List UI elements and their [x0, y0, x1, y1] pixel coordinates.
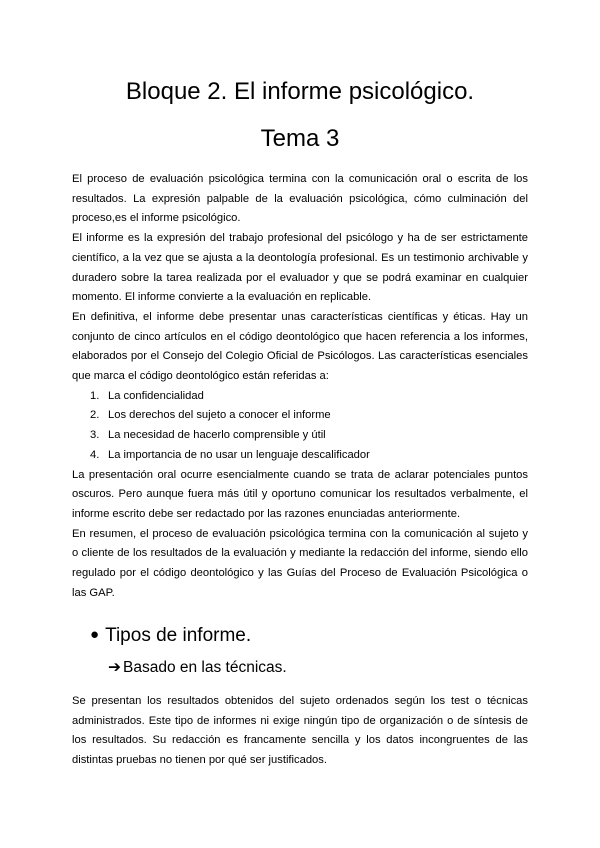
paragraph: El proceso de evaluación psicológica termina con la comunicación oral o escrita de los resultados. La expresión palpable de la evaluación psicológica, cómo culminación del proceso,es el informe psicológico.	[72, 173, 528, 225]
bullet-icon: ●	[90, 626, 100, 643]
arrow-icon: ➔	[108, 659, 121, 676]
list-item: 2. Los derechos del sujeto a conocer el informe	[90, 409, 331, 422]
list-item: 4. La importancia de no usar un lenguaje descalificador	[90, 448, 370, 461]
list-item: 3. La necesidad de hacerlo comprensible y útil	[90, 429, 326, 442]
paragraph: En resumen, el proceso de evaluación psicológica termina con la comunicación al sujeto y o cliente de los resultados de la evaluación y mediante la redacción del informe, siendo ello regulado por el código deontológico y las Guías del Proceso de Evaluación Psicológica o las GAP.	[72, 527, 528, 599]
paragraph: El informe es la expresión del trabajo profesional del psicólogo y ha de ser estrictamente científico, a la vez que se ajusta a la deontología profesional. Es un testimonio archivable y duradero sobre la tarea realizada por el evaluador y que se podrá examinar en cualquier momento. El informe convierte a la evaluación en replicable.	[72, 232, 528, 304]
list-item: 1. La confidencialidad	[90, 389, 204, 402]
section-heading: ● Tipos de informe.	[90, 625, 252, 646]
characteristics-list	[72, 387, 528, 466]
paragraph: La presentación oral ocurre esencialmente cuando se trata de aclarar potenciales puntos oscuros. Pero aunque fuera más útil y oportuno comunicar los resultados verbalmente, el informe escrito debe ser redactado por las razones enunciadas anteriormente.	[72, 468, 528, 520]
document-subtitle: Tema 3	[260, 125, 340, 152]
sub-heading: ➔ Basado en las técnicas.	[108, 659, 287, 676]
intro-body	[72, 170, 528, 603]
techniques-body	[72, 692, 528, 771]
paragraph: Se presentan los resultados obtenidos del sujeto ordenados según los test o técnicas administrados. Este tipo de informes ni exige ningún tipo de organización o de síntesis de los resultados. Su redacción es francamente sencilla y los datos incongruentes de las distintas pruebas no tienen por qué ser justificados.	[72, 695, 528, 767]
paragraph: En definitiva, el informe debe presentar unas características científicas y éticas. Hay un conjunto de cinco artículos en el código deontológico que hacen referencia a los informes, elaborados por el Consejo del Colegio Oficial de Psicólogos. Las características esenciales que marca el código deontológico están referidas a:	[72, 310, 528, 383]
document-title: Bloque 2. El informe psicológico.	[125, 78, 475, 105]
